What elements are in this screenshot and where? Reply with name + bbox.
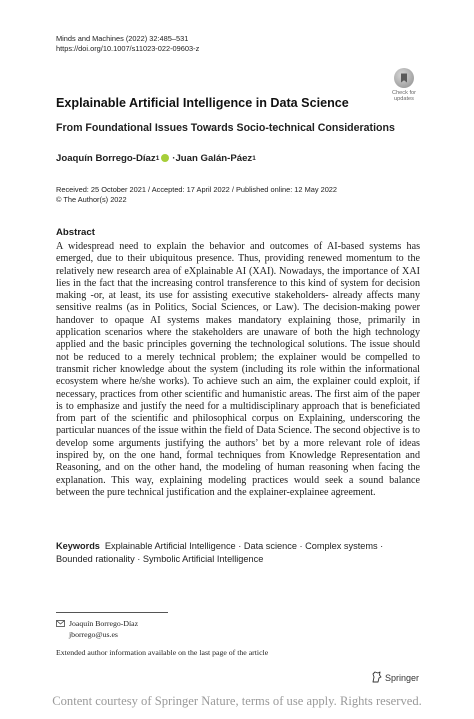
author-name[interactable]: Juan Galán-Páez <box>175 153 253 164</box>
orcid-icon[interactable] <box>161 154 169 162</box>
journal-header <box>56 34 199 53</box>
copyright-line: © The Author(s) 2022 <box>56 195 127 204</box>
author-name[interactable]: Joaquín Borrego-Díaz <box>56 153 156 164</box>
publication-dates <box>56 185 337 205</box>
abstract-heading: Abstract <box>56 227 95 238</box>
badge-line-2: updates <box>394 96 414 102</box>
corresponding-author <box>56 619 138 640</box>
bookmark-check-icon <box>394 68 414 88</box>
article-subtitle: From Foundational Issues Towards Socio-technical Considerations <box>56 122 395 134</box>
keywords-list: Explainable Artificial Intelligence · Data science · Complex systems · Bounded rationality · Symbolic Artificial Intelligence <box>56 541 384 564</box>
keywords-block <box>56 540 420 565</box>
author-list: Joaquín Borrego-Díaz 1 · Juan Galán-Páez 1 <box>56 153 256 164</box>
courtesy-watermark: Content courtesy of Springer Nature, terms of use apply. Rights reserved. <box>52 694 422 708</box>
doi-link[interactable]: https://doi.org/10.1007/s11023-022-09603-z <box>56 43 200 53</box>
badge-line-1: Check for <box>392 90 416 96</box>
springer-horse-icon <box>371 671 382 685</box>
abstract-body: A widespread need to explain the behavior and outcomes of AI-based systems has emerged, due to their ubiquitous presence. Thus, providing renewed momentum to the relatively new research area of eXplainable AI (XAI). Nowadays, the importance of XAI lies in the fact that the increasing control transference to this kind of system for decision making -or, at least, its use for assisting executive stakeholders- already affects many sensitive realms (as in Politics, Social Sciences, or Law). The decision-making power handover to opaque AI systems makes mandatory explaining those, primarily in application scenarios where the stakeholders are unaware of both the high technology applied and the basic principles governing the technological solutions. The issue should not be reduced to a merely technical problem; the explainer would be compelled to transmit richer knowledge about the system (including its role within the informational ecosystem where he/she works). To achieve such an aim, the explainer could exploit, if necessary, practices from other scientific and humanistic areas. The first aim of the paper is to emphasize and justify the need for a multidisciplinary approach that is beneficiated from part of the scientific and philosophical corpus on Explaining, underscoring the particular nuances of the issue within the field of Data Science. The second objective is to develop some arguments justifying the authors’ bet by a more relevant role of ideas inspired by, on the one hand, formal techniques from Knowledge Representation and Reasoning, and on the other hand, the modeling of human reasoning when facing the explanation. This way, explaining modeling practices would seek a sound balance between the pure technical justification and the explainer-explainee agreement. <box>56 241 420 498</box>
publisher-name: Springer <box>385 673 420 683</box>
keywords-label: Keywords <box>56 541 100 551</box>
footnote-divider <box>56 612 168 613</box>
envelope-icon <box>56 620 65 630</box>
corresponding-author-name: Joaquín Borrego-Díaz <box>69 619 139 628</box>
publisher-logo[interactable] <box>371 671 419 685</box>
journal-citation: Minds and Machines (2022) 32:485–531 <box>56 34 189 43</box>
extended-author-info: Extended author information available on the last page of the article <box>56 648 269 657</box>
author-email[interactable]: jborrego@us.es <box>69 630 118 639</box>
history-dates: Received: 25 October 2021 / Accepted: 17 April 2022 / Published online: 12 May 2022 <box>56 185 338 194</box>
check-for-updates-badge[interactable] <box>388 68 420 104</box>
article-title: Explainable Artificial Intelligence in Data Science <box>56 96 349 110</box>
author-separator: · <box>172 153 176 164</box>
